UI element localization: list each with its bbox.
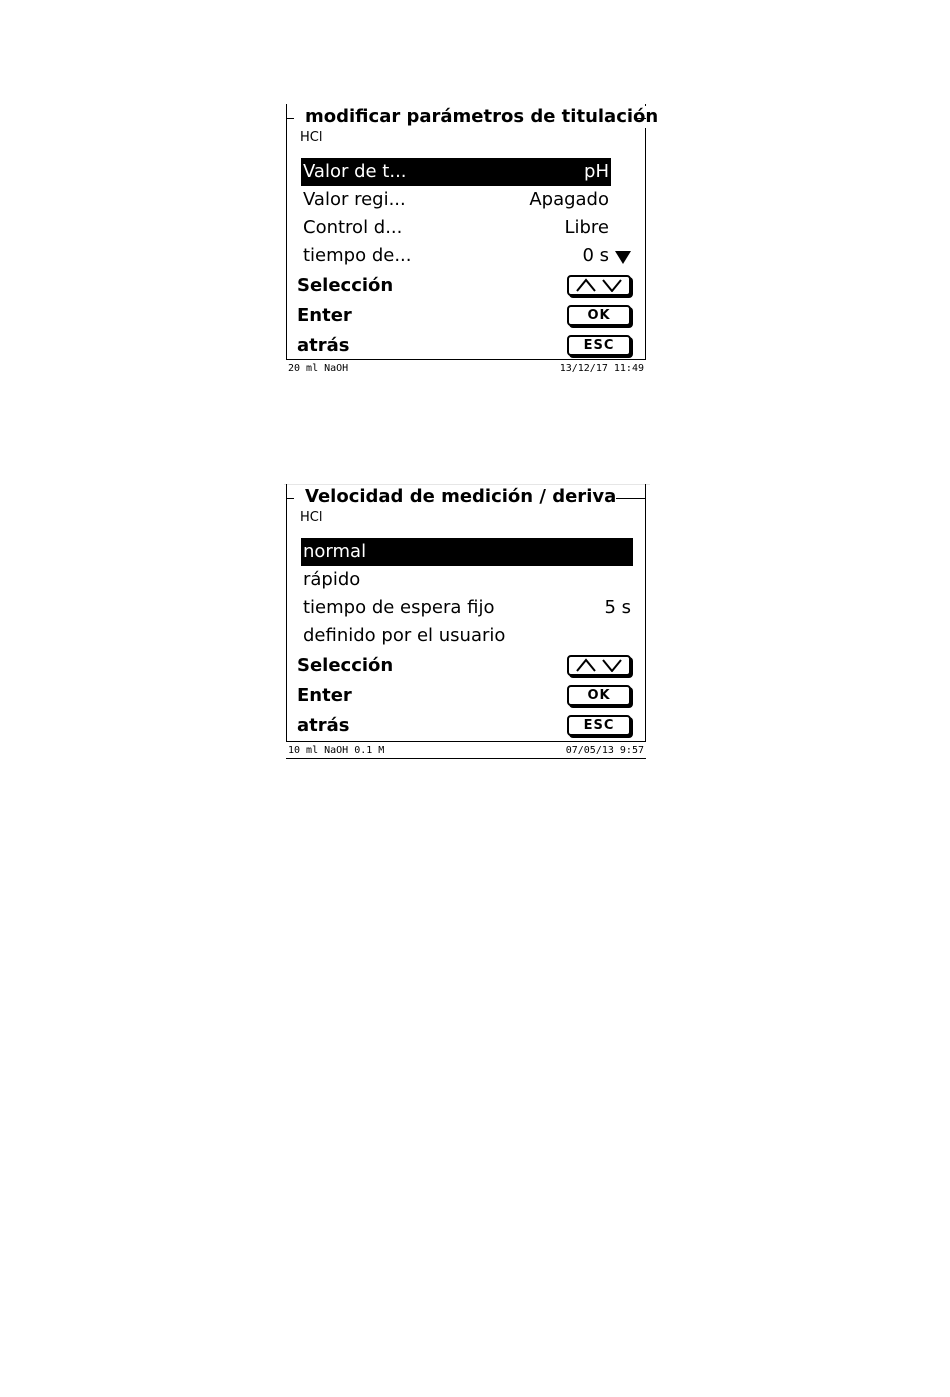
screen-title: modificar parámetros de titulación xyxy=(301,106,662,128)
status-reagent: 10 ml NaOH 0.1 M xyxy=(288,745,385,756)
titration-parameters-screen xyxy=(286,104,659,376)
screen-frame xyxy=(286,104,659,360)
list-item-label: definido por el usuario xyxy=(303,625,506,646)
list-item-control[interactable] xyxy=(301,214,611,242)
ok-button[interactable]: OK xyxy=(567,305,631,326)
back-row xyxy=(297,330,633,360)
softkey-legend xyxy=(297,650,633,740)
up-down-arrows-icon[interactable] xyxy=(567,655,631,676)
status-datetime: 07/05/13 9:57 xyxy=(565,745,644,756)
enter-label: Enter xyxy=(297,304,352,326)
selection-label: Selección xyxy=(297,654,394,676)
list-item-end-value[interactable] xyxy=(301,158,611,186)
enter-row xyxy=(297,680,633,710)
selection-row xyxy=(297,650,633,680)
back-label: atrás xyxy=(297,714,350,736)
enter-label: Enter xyxy=(297,684,352,706)
list-item-value: 0 s xyxy=(582,245,609,266)
status-bar xyxy=(286,742,646,759)
list-item-label: Valor regi... xyxy=(303,189,406,210)
list-item-value: pH xyxy=(584,161,609,182)
status-datetime: 13/12/17 11:49 xyxy=(559,363,644,374)
status-reagent: 20 ml NaOH xyxy=(288,363,349,374)
list-item-value: Libre xyxy=(564,217,609,238)
list-item-fixed-wait[interactable] xyxy=(301,594,633,622)
up-down-arrows-icon[interactable] xyxy=(567,275,631,296)
enter-row xyxy=(297,300,633,330)
method-name: HCl xyxy=(300,510,323,525)
list-item-normal[interactable] xyxy=(301,538,633,566)
list-item-value: Apagado xyxy=(529,189,609,210)
back-row xyxy=(297,710,633,740)
list-item-fast[interactable] xyxy=(301,566,633,594)
method-name: HCl xyxy=(300,130,323,145)
list-item-label: normal xyxy=(303,541,367,562)
list-item-label: Valor de t... xyxy=(303,161,407,182)
softkey-legend xyxy=(297,270,633,360)
list-item-label: rápido xyxy=(303,569,361,590)
selection-label: Selección xyxy=(297,274,394,296)
list-item-label: Control d... xyxy=(303,217,403,238)
measurement-speed-screen xyxy=(286,484,646,759)
parameter-list xyxy=(301,158,611,270)
back-label: atrás xyxy=(297,334,350,356)
esc-button[interactable]: ESC xyxy=(567,335,631,356)
list-item-label: tiempo de... xyxy=(303,245,412,266)
screen-frame xyxy=(286,484,646,742)
list-item-value: 5 s xyxy=(604,597,631,618)
screen-title: Velocidad de medición / deriva xyxy=(301,486,620,508)
list-item-user-defined[interactable] xyxy=(301,622,633,650)
selection-row xyxy=(297,270,633,300)
ok-button[interactable]: OK xyxy=(567,685,631,706)
list-item-wait-time[interactable] xyxy=(301,242,611,270)
triangle-down-icon[interactable] xyxy=(615,251,631,264)
list-item-label: tiempo de espera fijo xyxy=(303,597,495,618)
option-list xyxy=(301,538,633,650)
status-bar xyxy=(286,360,646,376)
esc-button[interactable]: ESC xyxy=(567,715,631,736)
list-item-register-value[interactable] xyxy=(301,186,611,214)
